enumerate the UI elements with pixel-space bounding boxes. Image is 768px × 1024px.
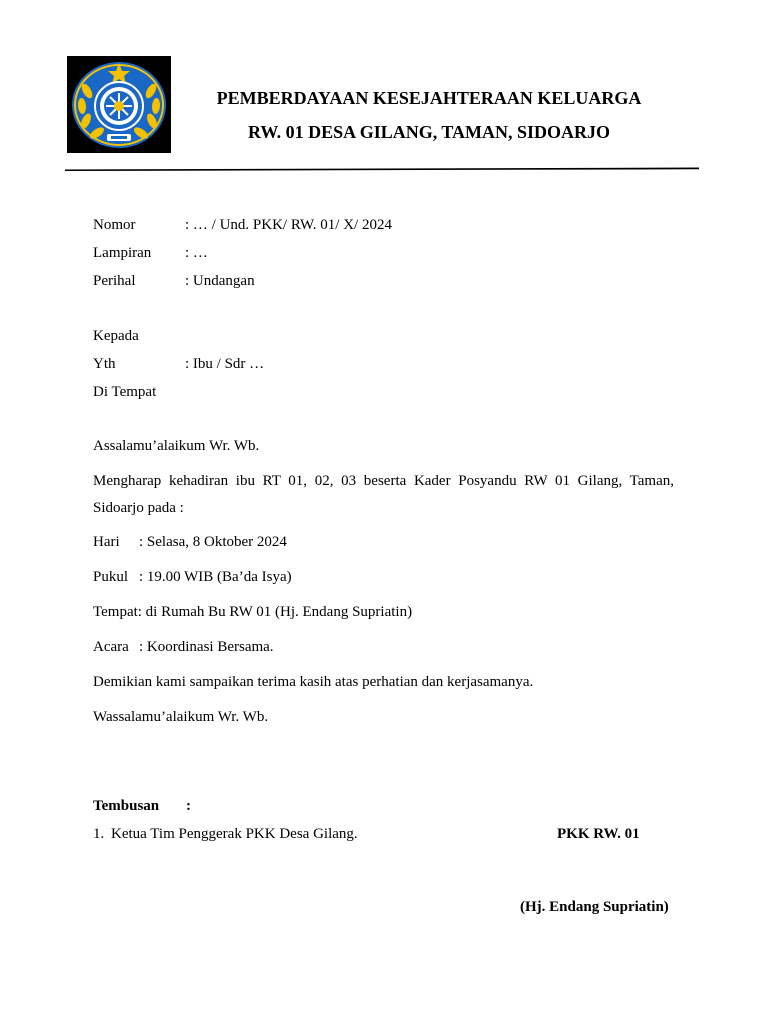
perihal-label: Perihal [93, 273, 136, 289]
di-tempat-label: Di Tempat [93, 384, 157, 400]
lampiran-label: Lampiran [93, 245, 152, 261]
organization-address: RW. 01 DESA GILANG, TAMAN, SIDOARJO [247, 122, 611, 142]
farewell: Wassalamu’alaikum Wr. Wb. [93, 709, 269, 725]
yth-value: : Ibu / Sdr … [185, 356, 265, 372]
acara-value: : Koordinasi Bersama. [139, 639, 274, 655]
hari-value: : Selasa, 8 Oktober 2024 [139, 534, 287, 550]
signer-name: (Hj. Endang Supriatin) [520, 899, 669, 915]
tembusan-colon: : [186, 798, 191, 814]
closing-sentence: Demikian kami sampaikan terima kasih atas perhatian dan kerjasamanya. [93, 674, 534, 690]
tembusan-item: Ketua Tim Penggerak PKK Desa Gilang. [111, 826, 358, 842]
hari-label: Hari [93, 534, 120, 550]
kepada-label: Kepada [93, 328, 139, 344]
intro-paragraph-line-1: Mengharap kehadiran ibu RT 01, 02, 03 beserta Kader Posyandu RW 01 Gilang, Taman, [93, 473, 674, 489]
pkk-emblem-icon [67, 56, 171, 153]
organization-title: PEMBERDAYAAN KESEJAHTERAAN KELUARGA [216, 88, 642, 108]
tembusan-item-number: 1. [93, 826, 105, 842]
header-divider [65, 167, 699, 171]
yth-label: Yth [93, 356, 116, 372]
intro-paragraph-line-2: Sidoarjo pada : [93, 500, 184, 516]
lampiran-value: : … [185, 245, 208, 261]
nomor-label: Nomor [93, 217, 136, 233]
tembusan-label: Tembusan [93, 798, 160, 814]
tempat-line: Tempat: di Rumah Bu RW 01 (Hj. Endang Supriatin) [93, 604, 413, 620]
signer-organization: PKK RW. 01 [557, 826, 640, 842]
pukul-value: : 19.00 WIB (Ba’da Isya) [139, 569, 292, 585]
nomor-value: : … / Und. PKK/ RW. 01/ X/ 2024 [185, 217, 392, 233]
greeting: Assalamu’alaikum Wr. Wb. [93, 438, 260, 454]
acara-label: Acara [93, 639, 129, 655]
perihal-value: : Undangan [185, 273, 255, 289]
pukul-label: Pukul [93, 569, 129, 585]
